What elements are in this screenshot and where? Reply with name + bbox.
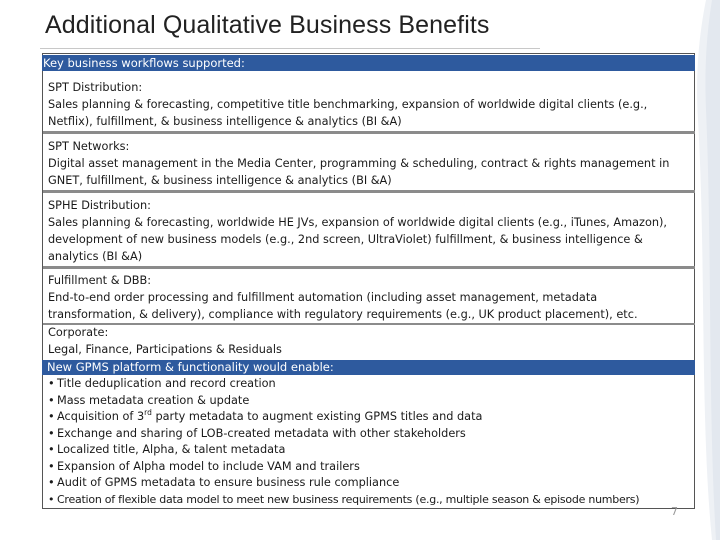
workflows-header: Key business workflows supported:	[42, 55, 695, 71]
section-corporate	[48, 324, 692, 358]
section-body: Digital asset management in the Media Center, programming & scheduling, contract & rights management in GNET, fulfillment, & business intelligence & analytics (BI &A)	[48, 157, 670, 187]
section-body: End-to-end order processing and fulfillment automation (including asset management, metadata transformation, & delivery), compliance with regulatory requirements (e.g., UK product placement), etc.	[48, 291, 638, 321]
section-divider	[43, 266, 695, 269]
section-body: Sales planning & forecasting, worldwide HE JVs, expansion of worldwide digital clients (e.g., iTunes, Amazon), development of new business models (e.g., 2nd screen, UltraViolet) fulfillment, & business intelligence & analytics (BI &A)	[48, 216, 668, 263]
section-spt-networks	[48, 138, 692, 189]
bullet-icon: •	[48, 410, 55, 423]
page-title: Additional Qualitative Business Benefits	[45, 11, 490, 39]
section-title: SPHE Distribution:	[48, 199, 151, 212]
list-item: • Exchange and sharing of LOB-created metadata with other stakeholders	[48, 426, 693, 443]
bullet-icon: •	[48, 393, 55, 407]
list-item: • Acquisition of 3rd party metadata to augment existing GPMS titles and data	[48, 409, 693, 426]
section-spt-distribution	[48, 79, 692, 130]
list-item: • Expansion of Alpha model to include VAM and trailers	[48, 459, 693, 476]
list-item: • Title deduplication and record creation	[48, 376, 693, 393]
section-fulfillment-dbb	[48, 272, 692, 323]
list-item: • Mass metadata creation & update	[48, 393, 693, 410]
section-title: Corporate:	[48, 326, 109, 339]
bullet-icon: •	[48, 492, 55, 506]
section-divider	[43, 131, 695, 134]
bullet-icon: •	[48, 443, 55, 456]
list-item: • Audit of GPMS metadata to ensure business rule compliance	[48, 475, 693, 492]
section-title: SPT Networks:	[48, 140, 130, 153]
bullet-icon: •	[48, 459, 55, 473]
platform-header: New GPMS platform & functionality would enable:	[42, 360, 695, 375]
list-item: • Creation of flexible data model to meet new business requirements (e.g., multiple season & episode numbers)	[48, 492, 693, 509]
platform-benefits-list	[48, 376, 693, 508]
page-number: 7	[671, 505, 678, 518]
bullet-icon: •	[48, 476, 55, 489]
title-underline	[40, 48, 540, 49]
bullet-icon: •	[48, 377, 55, 390]
section-title: Fulfillment & DBB:	[48, 274, 152, 287]
section-body: Sales planning & forecasting, competitive title benchmarking, expansion of worldwide digital clients (e.g., Netflix), fulfillment, & business intelligence & analytics (BI &A)	[48, 98, 648, 128]
section-body: Legal, Finance, Participations & Residuals	[48, 343, 282, 356]
list-item: • Localized title, Alpha, & talent metadata	[48, 442, 693, 459]
section-sphe-distribution	[48, 197, 692, 265]
section-divider	[43, 190, 695, 193]
section-title: SPT Distribution:	[48, 81, 143, 94]
bullet-icon: •	[48, 426, 55, 440]
